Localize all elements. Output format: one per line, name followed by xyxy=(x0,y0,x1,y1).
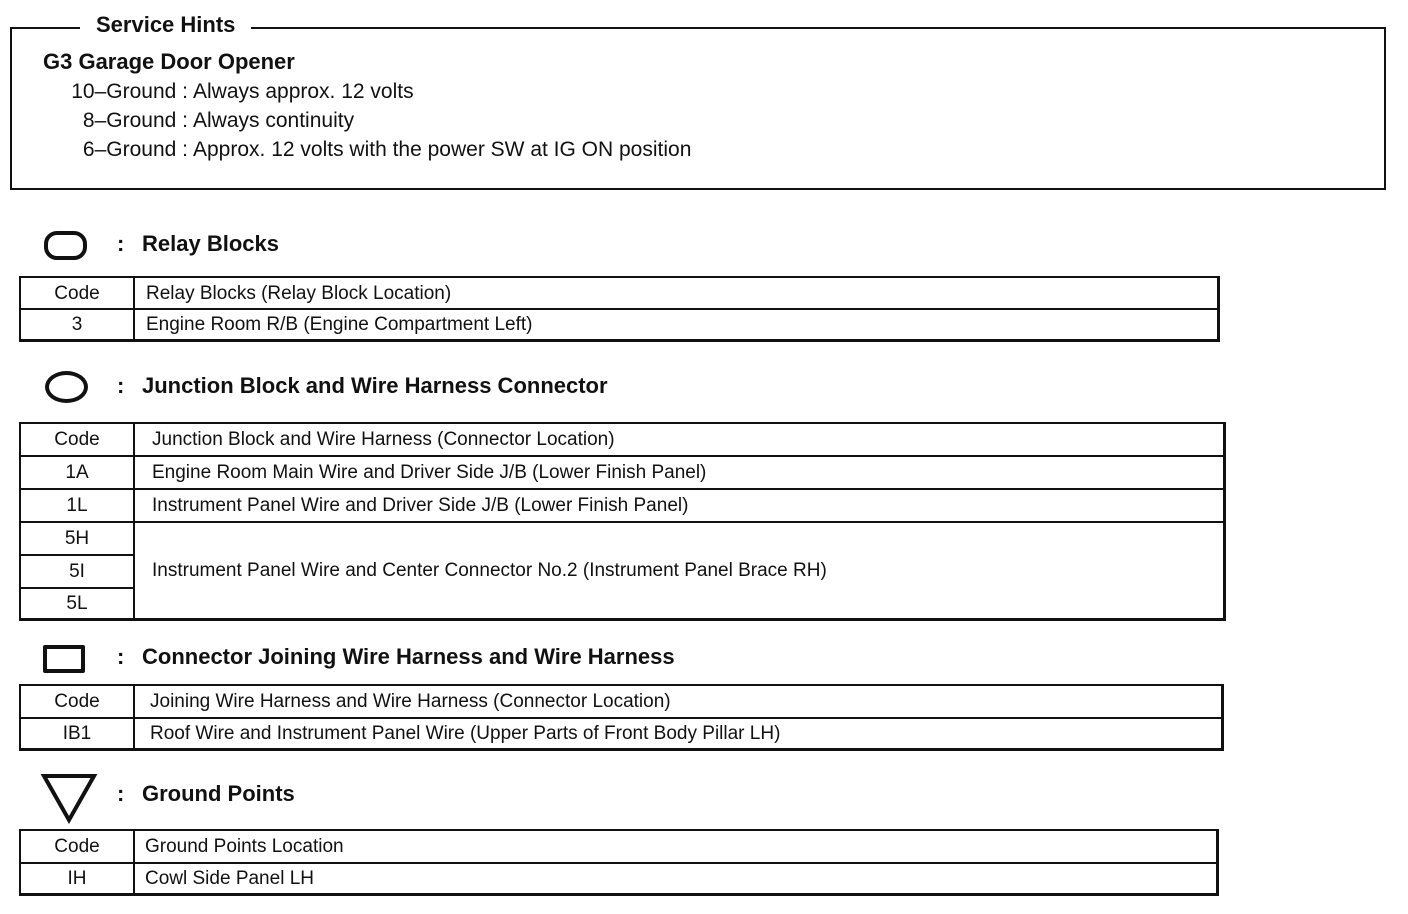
code-cell: 5H xyxy=(20,522,134,555)
ground-points-table xyxy=(19,829,1219,896)
code-cell: 5L xyxy=(20,588,134,619)
location-header: Ground Points Location xyxy=(134,830,1218,863)
relay-blocks-table xyxy=(19,276,1220,342)
table-header-row xyxy=(20,423,1225,456)
section-colon: : xyxy=(117,644,125,669)
location-cell: Instrument Panel Wire and Driver Side J/B (Lower Finish Panel) xyxy=(134,489,1225,522)
hint-key: 8–Ground : xyxy=(82,109,188,132)
table-row xyxy=(20,863,1218,894)
section-colon: : xyxy=(117,781,125,806)
location-cell: Engine Room Main Wire and Driver Side J/B (Lower Finish Panel) xyxy=(134,456,1225,489)
section-colon: : xyxy=(117,373,125,398)
service-hints-heading: G3 Garage Door Opener xyxy=(43,49,295,74)
code-header: Code xyxy=(20,685,134,718)
code-cell: 3 xyxy=(20,309,134,340)
ground-points-title: Ground Points xyxy=(142,781,295,806)
code-cell: 1L xyxy=(20,489,134,522)
location-header: Relay Blocks (Relay Block Location) xyxy=(134,277,1219,309)
service-hints-title: Service Hints xyxy=(80,12,251,38)
table-row xyxy=(20,489,1225,522)
location-cell: Instrument Panel Wire and Center Connector No.2 (Instrument Panel Brace RH) xyxy=(134,522,1225,619)
relay-blocks-title: Relay Blocks xyxy=(142,231,279,256)
table-row xyxy=(20,522,1225,555)
code-cell: 1A xyxy=(20,456,134,489)
hint-value: Approx. 12 volts with the power SW at IG ON position xyxy=(193,138,692,161)
down-triangle-icon xyxy=(40,772,98,824)
table-header-row xyxy=(20,277,1219,309)
hint-key: 6–Ground : xyxy=(82,138,188,161)
hint-key: 10–Ground : xyxy=(71,80,188,103)
location-cell: Roof Wire and Instrument Panel Wire (Upper Parts of Front Body Pillar LH) xyxy=(134,718,1223,749)
code-cell: IB1 xyxy=(20,718,134,749)
rectangle-icon xyxy=(43,645,85,673)
junction-block-table xyxy=(19,422,1226,621)
table-row xyxy=(20,718,1223,749)
hint-value: Always approx. 12 volts xyxy=(193,80,414,103)
code-header: Code xyxy=(20,277,134,309)
rounded-rectangle-icon xyxy=(44,231,87,260)
code-header: Code xyxy=(20,423,134,456)
code-cell: 5I xyxy=(20,555,134,588)
code-header: Code xyxy=(20,830,134,863)
section-colon: : xyxy=(117,231,125,256)
connector-title: Connector Joining Wire Harness and Wire Harness xyxy=(142,644,675,669)
location-header: Junction Block and Wire Harness (Connector Location) xyxy=(134,423,1225,456)
oval-icon xyxy=(45,371,88,403)
location-cell: Engine Room R/B (Engine Compartment Left) xyxy=(134,309,1219,340)
table-header-row xyxy=(20,830,1218,863)
location-cell: Cowl Side Panel LH xyxy=(134,863,1218,894)
code-cell: IH xyxy=(20,863,134,894)
table-header-row xyxy=(20,685,1223,718)
connector-table xyxy=(19,684,1224,751)
junction-block-title: Junction Block and Wire Harness Connector xyxy=(142,373,608,398)
table-row xyxy=(20,456,1225,489)
location-header: Joining Wire Harness and Wire Harness (Connector Location) xyxy=(134,685,1223,718)
table-row xyxy=(20,309,1219,340)
hint-value: Always continuity xyxy=(193,109,355,132)
